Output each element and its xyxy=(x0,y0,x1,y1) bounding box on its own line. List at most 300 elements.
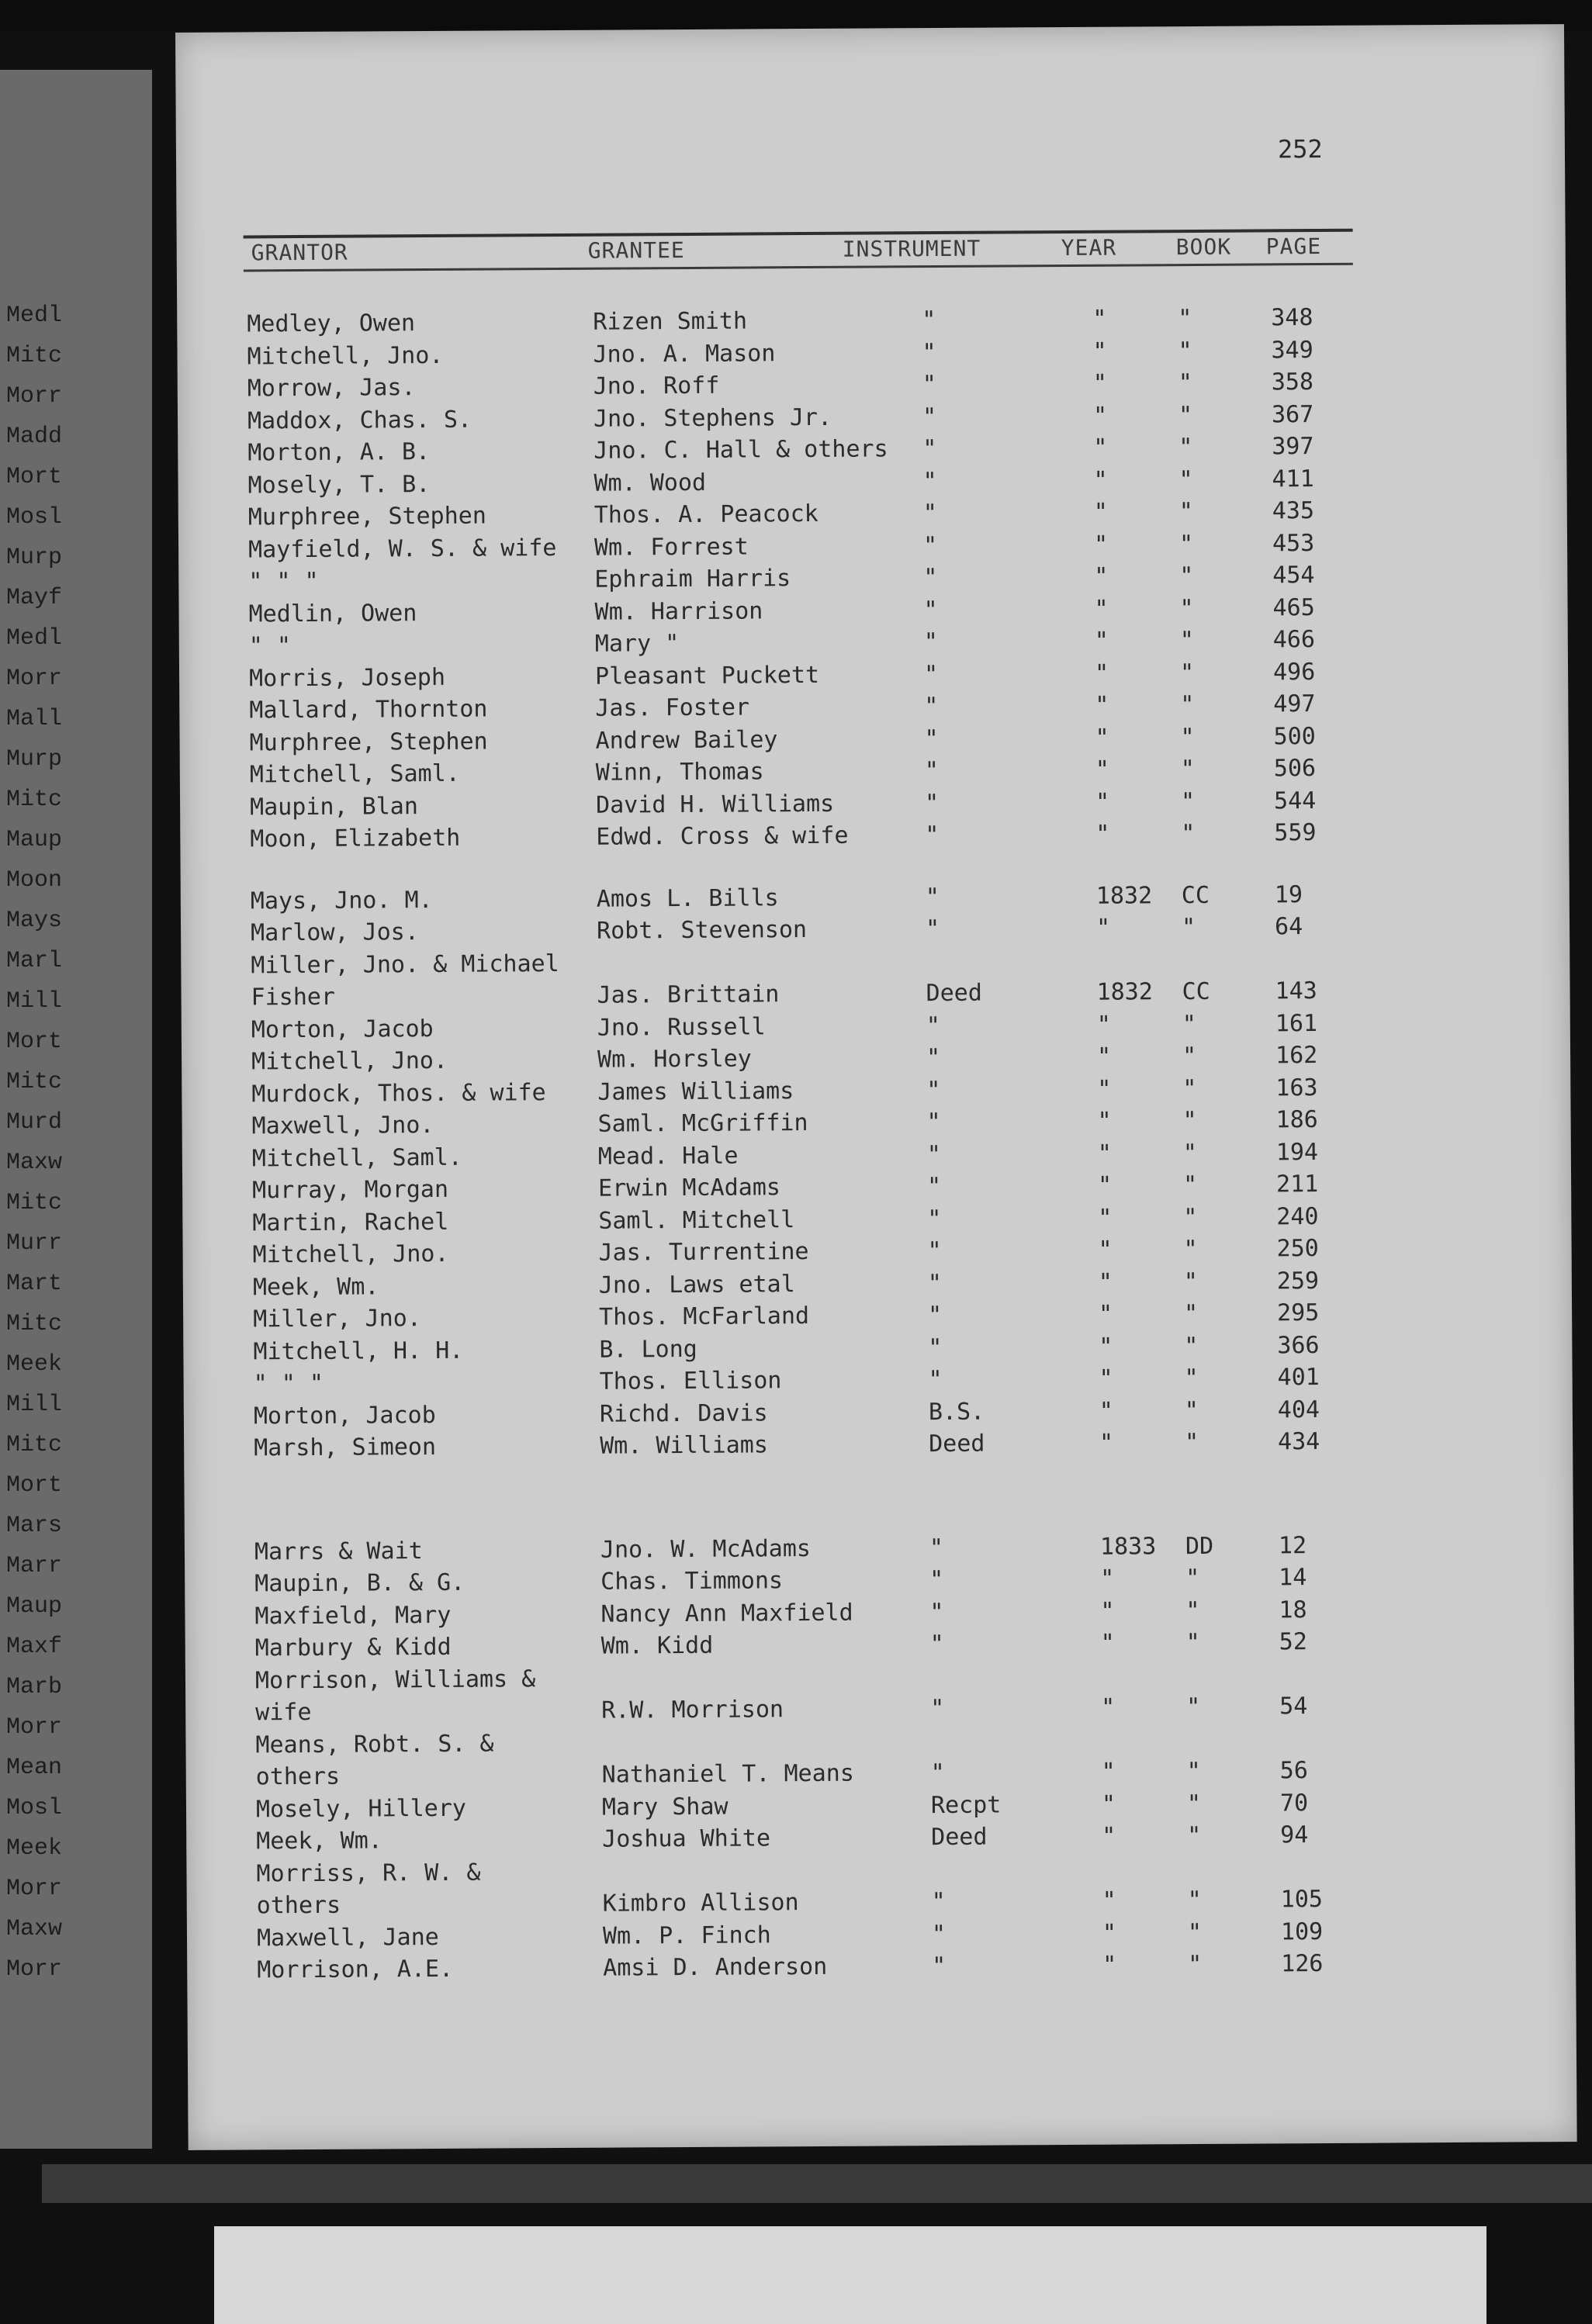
cell-year: " xyxy=(1101,1790,1116,1818)
cell-grantor: Murphree, Stephen xyxy=(249,728,488,756)
cell-book: " xyxy=(1184,1332,1199,1360)
cell-page: 434 xyxy=(1278,1428,1320,1456)
cell-instrument: " xyxy=(932,1952,947,1980)
cell-book: CC xyxy=(1181,881,1210,909)
cell-page: 14 xyxy=(1279,1564,1307,1592)
cell-book: " xyxy=(1184,1299,1199,1328)
cell-grantee: Nancy Ann Maxfield xyxy=(600,1599,853,1628)
cell-grantee: Thos. A. Peacock xyxy=(594,500,818,529)
cell-year: " xyxy=(1096,1011,1112,1039)
cell-book: " xyxy=(1178,497,1193,526)
cell-book: " xyxy=(1187,1918,1203,1946)
cell-year: " xyxy=(1099,1364,1113,1392)
cell-page: 70 xyxy=(1279,1789,1309,1817)
cell-grantor: Medlin, Owen xyxy=(248,599,417,628)
cell-grantor: Marsh, Simeon xyxy=(254,1433,437,1462)
header-instrument: INSTRUMENT xyxy=(842,235,981,262)
cell-year: " xyxy=(1102,1887,1116,1914)
left-page-fragment: Mayf xyxy=(6,585,63,611)
cell-year: " xyxy=(1093,434,1108,462)
cell-grantor: Mallard, Thornton xyxy=(249,695,488,725)
left-page-fragment: Maup xyxy=(6,1593,63,1620)
cell-grantee: Wm. Horsley xyxy=(597,1045,752,1074)
cell-year: " xyxy=(1095,691,1109,719)
cell-grantor: " " xyxy=(248,632,292,660)
left-page-fragment: Mosl xyxy=(6,504,63,531)
bottom-dark-band xyxy=(42,2164,1592,2203)
left-page-fragment: Mitc xyxy=(6,1311,63,1337)
cell-book: " xyxy=(1178,369,1192,397)
cell-grantee: Richd. Davis xyxy=(599,1399,768,1428)
cell-grantor: Morton, Jacob xyxy=(253,1401,436,1430)
cell-book: " xyxy=(1179,562,1194,590)
cell-instrument: " xyxy=(923,564,938,592)
cell-book: " xyxy=(1178,465,1193,493)
cell-grantor: Mayfield, W. S. & wife xyxy=(247,534,557,563)
cell-year: " xyxy=(1092,337,1107,365)
cell-grantor: Marbury & Kidd xyxy=(254,1633,452,1662)
cell-year: 1832 xyxy=(1096,978,1153,1006)
cell-instrument: " xyxy=(922,500,937,527)
left-page-fragment: Maxf xyxy=(6,1634,63,1660)
left-page-fragment: Maxw xyxy=(6,1150,63,1176)
cell-book: " xyxy=(1188,1950,1203,1979)
header-year: YEAR xyxy=(1061,234,1117,261)
cell-page: 358 xyxy=(1271,368,1314,396)
cell-year: " xyxy=(1098,1204,1113,1232)
cell-grantee: Jno. C. Hall & others xyxy=(594,435,888,465)
cell-book: " xyxy=(1179,626,1194,655)
cell-year: " xyxy=(1100,1629,1115,1657)
cell-instrument: Recpt xyxy=(930,1791,1002,1819)
cell-grantor: Mitchell, Saml. xyxy=(251,1143,462,1172)
cell-page: 240 xyxy=(1276,1202,1319,1230)
cell-year: " xyxy=(1092,402,1108,430)
cell-grantor: Maddox, Chas. S. xyxy=(247,406,472,434)
cell-page: 465 xyxy=(1272,593,1315,621)
cell-year: " xyxy=(1093,466,1108,494)
cell-page: 559 xyxy=(1274,819,1317,847)
left-page-fragment: Marr xyxy=(6,1553,63,1579)
cell-instrument: " xyxy=(925,821,940,849)
cell-instrument: " xyxy=(923,628,938,656)
left-page-fragment: Medl xyxy=(6,303,63,329)
cell-grantee: Mary " xyxy=(594,630,680,658)
cell-grantor: Morriss, R. W. & xyxy=(256,1859,481,1887)
cell-grantee: Jas. Foster xyxy=(595,693,750,722)
cell-instrument: " xyxy=(931,1920,947,1948)
cell-grantor: Morris, Joseph xyxy=(248,663,446,692)
document-page xyxy=(175,24,1577,2150)
cell-page: 366 xyxy=(1277,1331,1320,1359)
cell-book: " xyxy=(1178,433,1193,462)
cell-grantor: Mosely, Hillery xyxy=(255,1794,467,1823)
cell-page: 544 xyxy=(1273,787,1317,814)
cell-book: " xyxy=(1179,594,1194,622)
left-page-fragment: Mean xyxy=(6,1755,63,1781)
cell-page: 94 xyxy=(1280,1821,1309,1849)
cell-instrument: " xyxy=(926,1108,941,1136)
cell-instrument: " xyxy=(924,757,940,785)
cell-page: 496 xyxy=(1272,658,1316,686)
cell-page: 163 xyxy=(1275,1074,1318,1101)
cell-page: 500 xyxy=(1273,722,1316,750)
cell-grantee: Jas. Turrentine xyxy=(598,1238,809,1267)
cell-book: " xyxy=(1178,530,1194,558)
cell-book: " xyxy=(1182,1074,1197,1102)
cell-instrument: " xyxy=(928,1365,943,1394)
cell-grantee: Edwd. Cross & wife xyxy=(596,821,849,851)
cell-book: " xyxy=(1180,723,1195,751)
cell-instrument: " xyxy=(928,1301,943,1330)
cell-grantee: Jas. Brittain xyxy=(597,980,780,1009)
cell-instrument: " xyxy=(923,660,939,688)
cell-instrument: " xyxy=(922,435,937,463)
cell-instrument: " xyxy=(925,883,940,911)
header-rule-bottom xyxy=(244,263,1353,272)
cell-year: " xyxy=(1099,1300,1113,1328)
cell-grantor: Medley, Owen xyxy=(247,310,416,338)
header-grantor: GRANTOR xyxy=(251,239,348,266)
cell-page: 143 xyxy=(1275,977,1317,1005)
cell-grantee: Wm. Williams xyxy=(600,1431,768,1460)
cell-year: " xyxy=(1093,531,1109,559)
cell-grantee: Thos. McFarland xyxy=(599,1302,810,1331)
left-page-fragment: Murp xyxy=(6,545,63,571)
left-page-fragment: Maup xyxy=(6,827,63,853)
cell-grantee: Jno. Russell xyxy=(597,1012,766,1042)
cell-grantee: Robt. Stevenson xyxy=(596,916,808,945)
left-page-fragment: Madd xyxy=(6,424,63,450)
cell-instrument: Deed xyxy=(929,1430,985,1458)
cell-grantee: Wm. Wood xyxy=(594,469,707,497)
cell-year: " xyxy=(1097,1107,1112,1135)
cell-year: " xyxy=(1097,1075,1112,1103)
cell-page: 349 xyxy=(1271,336,1313,364)
cell-book: " xyxy=(1184,1364,1199,1392)
cell-grantee: Saml. Mitchell xyxy=(598,1205,795,1235)
cell-book: " xyxy=(1180,690,1195,719)
left-page-fragment: Morr xyxy=(6,666,63,692)
cell-grantee: Kimbro Allison xyxy=(602,1889,799,1918)
cell-instrument: " xyxy=(928,1333,943,1361)
cell-book: " xyxy=(1182,1171,1198,1199)
header-grantee: GRANTEE xyxy=(587,237,685,264)
cell-grantee: Jno. Stephens Jr. xyxy=(593,403,832,433)
cell-grantor: Murray, Morgan xyxy=(252,1175,449,1205)
cell-grantee: Wm. Forrest xyxy=(594,532,749,562)
cell-year: " xyxy=(1094,562,1109,590)
left-facing-page xyxy=(0,70,152,2149)
cell-book: " xyxy=(1185,1596,1200,1624)
cell-grantee: Jno. W. McAdams xyxy=(600,1534,811,1564)
cell-instrument: " xyxy=(926,1172,942,1201)
cell-instrument: " xyxy=(930,1759,945,1787)
cell-book: " xyxy=(1185,1428,1199,1457)
cell-page: 105 xyxy=(1280,1886,1324,1914)
cell-instrument: " xyxy=(922,403,937,431)
cell-page: 211 xyxy=(1275,1171,1319,1198)
cell-grantor: Mitchell, Saml. xyxy=(249,759,460,789)
left-page-fragment: Mitc xyxy=(6,1069,63,1095)
cell-grantor: Mays, Jno. M. xyxy=(250,886,433,915)
cell-page: 64 xyxy=(1274,913,1303,941)
cell-book: " xyxy=(1184,1396,1199,1424)
left-page-fragment: Mort xyxy=(6,464,63,490)
left-page-fragment: Murd xyxy=(6,1109,63,1136)
cell-year: " xyxy=(1095,788,1110,816)
cell-page: 454 xyxy=(1272,562,1315,590)
cell-book: " xyxy=(1182,1010,1197,1038)
left-page-fragment: Morr xyxy=(6,383,63,410)
cell-year: " xyxy=(1102,1919,1117,1947)
cell-book: " xyxy=(1185,1564,1200,1593)
cell-grantor: Marlow, Jos. xyxy=(250,918,419,947)
cell-page: 109 xyxy=(1280,1918,1324,1945)
cell-year: " xyxy=(1102,1951,1117,1979)
cell-grantee: Erwin McAdams xyxy=(598,1174,781,1202)
cell-page: 12 xyxy=(1278,1531,1307,1559)
left-page-fragment: Mort xyxy=(6,1029,63,1055)
cell-grantee: Andrew Bailey xyxy=(595,725,778,755)
left-page-fragment: Murp xyxy=(6,746,63,773)
cell-book: " xyxy=(1185,1628,1200,1657)
cell-page: 497 xyxy=(1273,690,1316,718)
cell-book: " xyxy=(1186,1790,1202,1817)
cell-book: DD xyxy=(1185,1532,1214,1560)
cell-grantor: Mitchell, Jno. xyxy=(251,1046,448,1076)
cell-year: " xyxy=(1101,1758,1116,1786)
header-page: PAGE xyxy=(1265,233,1322,260)
cell-book: " xyxy=(1183,1203,1198,1231)
cell-year: 1832 xyxy=(1095,881,1153,910)
cell-year: " xyxy=(1095,914,1111,942)
cell-year: " xyxy=(1094,595,1109,623)
cell-book: " xyxy=(1187,1821,1202,1850)
cell-grantee: Winn, Thomas xyxy=(595,758,764,787)
cell-year: 1833 xyxy=(1099,1532,1157,1561)
cell-grantor: Morton, Jacob xyxy=(251,1015,434,1043)
left-page-fragment: Meek xyxy=(6,1835,63,1862)
cell-page: 186 xyxy=(1275,1106,1318,1134)
cell-grantor: wife xyxy=(255,1698,312,1727)
cell-book: " xyxy=(1181,819,1196,848)
cell-page: 126 xyxy=(1281,1950,1324,1978)
cell-grantor: Moon, Elizabeth xyxy=(250,824,461,853)
cell-grantor: Meek, Wm. xyxy=(252,1272,379,1301)
cell-page: 161 xyxy=(1275,1009,1318,1037)
left-page-fragment: Mitc xyxy=(6,787,63,813)
left-page-fragment: Morr xyxy=(6,1956,63,1983)
cell-grantor: Morton, A. B. xyxy=(247,438,431,467)
cell-book: " xyxy=(1178,337,1192,365)
cell-grantor: Mitchell, Jno. xyxy=(247,341,444,370)
cell-grantor: Martin, Rachel xyxy=(252,1208,449,1236)
cell-grantee: Wm. P. Finch xyxy=(602,1921,771,1950)
page-number: 252 xyxy=(1277,133,1323,164)
cell-book: " xyxy=(1180,787,1196,815)
cell-grantor: Murphree, Stephen xyxy=(247,502,486,531)
cell-book: " xyxy=(1182,1106,1197,1135)
cell-year: " xyxy=(1095,724,1109,752)
cell-year: " xyxy=(1097,1140,1113,1167)
cell-grantor: others xyxy=(256,1891,341,1920)
cell-grantee: R.W. Morrison xyxy=(601,1696,784,1724)
cell-year: " xyxy=(1100,1597,1115,1625)
cell-instrument: " xyxy=(929,1565,944,1594)
cell-grantor: Miller, Jno. xyxy=(253,1305,421,1333)
cell-year: " xyxy=(1099,1397,1114,1425)
cell-page: 453 xyxy=(1272,529,1315,557)
cell-book: " xyxy=(1186,1693,1201,1721)
cell-instrument: " xyxy=(923,596,938,624)
cell-book: " xyxy=(1182,1042,1197,1070)
cell-grantor: Morrow, Jas. xyxy=(247,374,416,403)
cell-grantor: Mitchell, H. H. xyxy=(253,1337,464,1365)
cell-grantee: Wm. Kidd xyxy=(600,1631,714,1660)
cell-grantor: Maxwell, Jno. xyxy=(251,1111,434,1140)
cell-page: 348 xyxy=(1271,304,1313,332)
cell-year: " xyxy=(1101,1693,1116,1721)
left-page-fragment: Moon xyxy=(6,867,63,894)
cell-year: " xyxy=(1099,1333,1113,1361)
cell-book: " xyxy=(1180,755,1195,783)
left-page-fragment: Meek xyxy=(6,1351,63,1378)
cell-instrument: " xyxy=(927,1236,942,1265)
cell-page: 250 xyxy=(1276,1235,1319,1263)
cell-grantee: Mary Shaw xyxy=(601,1793,729,1821)
cell-instrument: " xyxy=(925,915,940,943)
left-page-fragment: Mart xyxy=(6,1271,63,1297)
cell-grantee: Thos. Ellison xyxy=(599,1367,782,1395)
cell-instrument: " xyxy=(929,1630,944,1658)
cell-instrument: " xyxy=(926,1140,942,1168)
left-page-fragment: Morr xyxy=(6,1876,63,1902)
cell-grantee: Joshua White xyxy=(602,1824,771,1853)
cell-instrument: " xyxy=(924,789,940,817)
cell-page: 52 xyxy=(1279,1628,1307,1656)
cell-page: 367 xyxy=(1271,400,1314,428)
left-page-fragment: Morr xyxy=(6,1714,63,1741)
left-page-fragment: Maxw xyxy=(6,1916,63,1942)
cell-grantor: Mitchell, Jno. xyxy=(252,1240,449,1269)
left-page-fragment: Mitc xyxy=(6,1432,63,1458)
left-page-fragment: Mitc xyxy=(6,343,63,369)
cell-book: " xyxy=(1179,659,1195,686)
cell-page: 401 xyxy=(1277,1364,1320,1392)
cell-page: 506 xyxy=(1273,755,1317,783)
left-page-fragment: Mall xyxy=(6,706,63,732)
cell-grantee: Pleasant Puckett xyxy=(594,661,820,690)
cell-grantee: James Williams xyxy=(597,1077,794,1106)
left-page-fragment: Mays xyxy=(6,908,63,934)
cell-instrument: " xyxy=(922,371,936,399)
cell-grantee: Rizen Smith xyxy=(593,307,748,336)
cell-instrument: " xyxy=(927,1205,942,1233)
cell-grantor: Meek, Wm. xyxy=(256,1827,382,1855)
cell-year: " xyxy=(1102,1822,1116,1850)
cell-year: " xyxy=(1099,1429,1114,1457)
cell-grantor: Mosely, T. B. xyxy=(247,470,431,499)
cell-instrument: " xyxy=(926,1044,941,1072)
cell-grantor: Fisher xyxy=(251,983,336,1012)
cell-instrument: " xyxy=(931,1887,946,1916)
cell-year: " xyxy=(1097,1171,1113,1199)
cell-grantor: Maupin, B. & G. xyxy=(254,1568,465,1598)
cell-instrument: " xyxy=(922,338,936,366)
cell-grantor: Morrison, A.E. xyxy=(257,1955,454,1984)
cell-book: " xyxy=(1178,305,1192,333)
cell-grantor: Maupin, Blan xyxy=(249,792,418,821)
cell-instrument: " xyxy=(926,1076,941,1104)
cell-grantor: Means, Robt. S. & xyxy=(255,1730,494,1759)
cell-year: " xyxy=(1098,1268,1113,1296)
cell-page: 54 xyxy=(1279,1693,1308,1721)
cell-grantor: Murdock, Thos. & wife xyxy=(251,1078,546,1108)
cell-grantee: David H. Williams xyxy=(595,790,835,819)
cell-grantor: Maxfield, Mary xyxy=(254,1601,452,1630)
cell-year: " xyxy=(1096,1043,1112,1070)
left-page-fragment: Murr xyxy=(6,1230,63,1257)
cell-book: CC xyxy=(1182,977,1210,1006)
left-page-fragment: Mill xyxy=(6,988,63,1015)
cell-book: " xyxy=(1183,1267,1199,1295)
cell-grantee: Saml. McGriffin xyxy=(597,1109,808,1138)
cell-page: 56 xyxy=(1279,1757,1308,1785)
cell-instrument: " xyxy=(929,1598,944,1626)
cell-grantee: Chas. Timmons xyxy=(600,1567,784,1596)
cell-year: " xyxy=(1100,1565,1115,1593)
cell-grantee: B. Long xyxy=(599,1335,697,1364)
cell-grantee: Wm. Harrison xyxy=(594,597,763,626)
cell-year: " xyxy=(1094,627,1109,655)
cell-grantee: Jno. Roff xyxy=(593,372,720,400)
cell-instrument: Deed xyxy=(926,979,982,1008)
cell-book: " xyxy=(1187,1886,1202,1914)
left-page-fragment: Mosl xyxy=(6,1795,63,1821)
cell-instrument: " xyxy=(922,531,938,559)
cell-grantee: Jno. Laws etal xyxy=(598,1270,795,1299)
cell-grantor: Maxwell, Jane xyxy=(256,1923,439,1952)
cell-page: 411 xyxy=(1272,465,1314,493)
cell-grantee: Ephraim Harris xyxy=(594,565,791,593)
cell-grantee: Jno. A. Mason xyxy=(593,339,776,368)
cell-grantor: others xyxy=(255,1762,341,1791)
cell-instrument: B.S. xyxy=(928,1398,985,1426)
cell-book: " xyxy=(1178,401,1193,429)
cell-grantee: Nathaniel T. Means xyxy=(601,1759,854,1789)
cell-instrument: Deed xyxy=(931,1823,988,1852)
cell-year: " xyxy=(1092,305,1107,333)
left-page-fragment: Mort xyxy=(6,1472,63,1499)
cell-instrument: " xyxy=(922,306,936,334)
cell-instrument: " xyxy=(922,467,937,495)
left-page-fragment: Mars xyxy=(6,1513,63,1539)
left-page-fragment: Medl xyxy=(6,625,63,652)
cell-instrument: " xyxy=(924,693,939,721)
cell-book: " xyxy=(1186,1757,1201,1786)
left-page-fragment: Marl xyxy=(6,948,63,974)
cell-year: " xyxy=(1093,498,1108,526)
cell-book: " xyxy=(1183,1235,1198,1264)
cell-grantor: Marrs & Wait xyxy=(254,1537,423,1565)
cell-page: 435 xyxy=(1272,497,1315,525)
cell-grantor: " " " xyxy=(253,1369,324,1398)
cell-grantor: Miller, Jno. & Michael xyxy=(251,949,559,979)
cell-year: " xyxy=(1092,369,1107,397)
cell-page: 397 xyxy=(1272,433,1314,461)
left-page-fragment: Mitc xyxy=(6,1190,63,1216)
